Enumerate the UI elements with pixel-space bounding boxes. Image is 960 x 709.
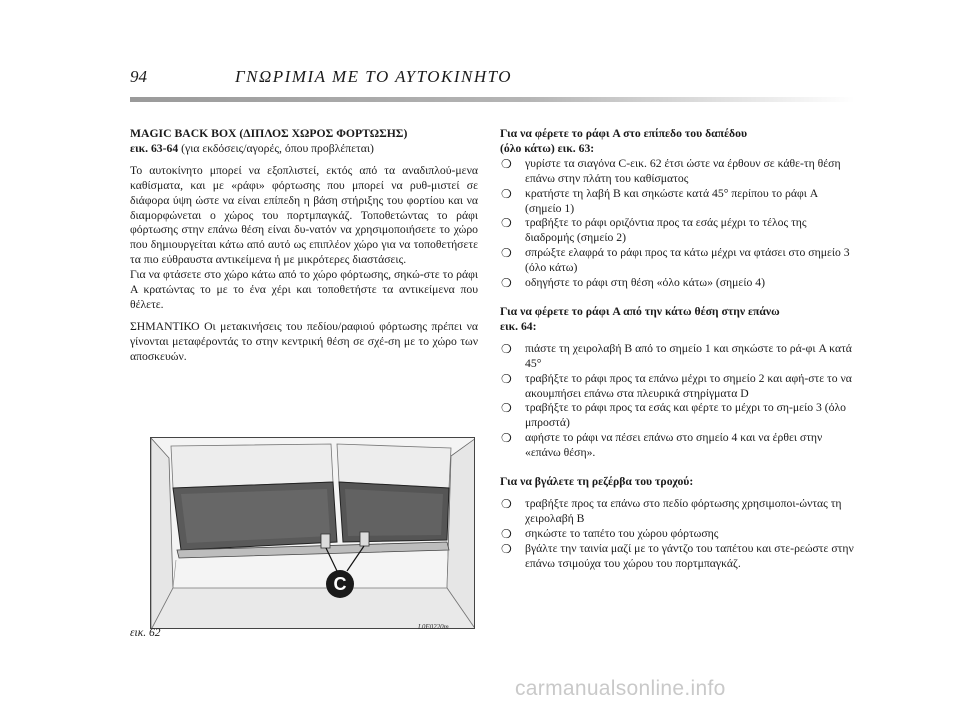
list-item-text: πιάστε τη χειρολαβή B από το σημείο 1 και σηκώστε το ρά-φι A κατά 45°: [525, 341, 852, 370]
list-item: [500, 497, 855, 527]
bullet-circle-icon: ❍: [501, 401, 512, 416]
bullet-circle-icon: ❍: [501, 156, 512, 171]
section2-title-line2: εικ. 64:: [500, 319, 537, 333]
list-item-text: γυρίστε τα σιαγόνα C-εικ. 62 έτσι ώστε να έρθουν σε κάθε-τη θέση επάνω στην πλάτη του καθίσματος: [525, 156, 841, 185]
bullet-circle-icon: ❍: [501, 526, 512, 541]
section3-list: [500, 497, 855, 572]
bullet-circle-icon: ❍: [501, 431, 512, 446]
section-subtitle: [130, 142, 478, 157]
watermark: carmanualsonline.info: [515, 677, 726, 700]
subtitle-note: (για εκδόσεις/αγορές, όπου προβλέπεται): [178, 141, 374, 155]
list-item: [500, 431, 855, 461]
list-item-text: τραβήξτε το ράφι προς τα εσάς και φέρτε το μέχρι το ση-μείο 3 (όλο μπροστά): [525, 401, 847, 430]
bullet-circle-icon: ❍: [501, 276, 512, 291]
list-item: [500, 527, 855, 542]
right-column: [500, 127, 855, 571]
figure-code: L0E0220m: [418, 623, 449, 631]
list-item-text: τραβήξτε το ράφι προς τα επάνω μέχρι το σημείο 2 και αφή-στε το να ακουμπήσει επάνω στα πλευρικά στηρίγματα D: [525, 371, 852, 400]
trunk-drawing: [151, 438, 475, 629]
left-column: [130, 127, 478, 365]
list-item: [500, 401, 855, 431]
section1-list: [500, 157, 855, 291]
running-header-title: ΓΝΩΡΙΜΙΑ ΜΕ ΤΟ ΑΥΤΟΚΙΝΗΤΟ: [235, 67, 513, 86]
list-item-text: βγάλτε την ταινία μαζί με το γάντζο του ταπέτου και στε-ρεώστε στην επάνω τσιμούχα του χώρου του πορτμπαγκάζ.: [525, 541, 854, 570]
section1-title-line2: (όλο κάτω) εικ. 63:: [500, 141, 595, 155]
header-rule: [130, 97, 855, 102]
list-item: [500, 372, 855, 402]
list-item: [500, 216, 855, 246]
list-item: [500, 276, 855, 291]
bullet-circle-icon: ❍: [501, 246, 512, 261]
list-item-text: τραβήξτε το ράφι οριζόντια προς τα εσάς μέχρι το τέλος της διαδρομής (σημείο 2): [525, 216, 807, 245]
list-item-text: κρατήστε τη λαβή B και σηκώστε κατά 45° περίπου το ράφι A (σημείο 1): [525, 186, 818, 215]
list-item: [500, 157, 855, 187]
page-number: 94: [130, 67, 147, 86]
bullet-circle-icon: ❍: [501, 216, 512, 231]
bullet-circle-icon: ❍: [501, 496, 512, 511]
section2-list: [500, 342, 855, 461]
list-item: [500, 187, 855, 217]
list-item: [500, 542, 855, 572]
bullet-circle-icon: ❍: [501, 371, 512, 386]
figure-reference: εικ. 63-64: [130, 141, 179, 155]
list-item-text: αφήστε το ράφι να πέσει επάνω στο σημείο 4 και να έρθει στην «επάνω θέση».: [525, 431, 823, 460]
list-item-text: σηκώστε το ταπέτο του χώρου φόρτωσης: [525, 526, 719, 540]
bullet-circle-icon: ❍: [501, 341, 512, 356]
important-note: ΣΗΜΑΝΤΙΚΟ Οι μετακινήσεις του πεδίου/ραφιού φόρτωσης πρέπει να γίνονται μεταφέροντάς το στην κεντρική θέση σε σχέ-ση με το χώρο των αποσκευών.: [130, 319, 478, 363]
section1-title-line1: Για να φέρετε το ράφι A στο επίπεδο του δαπέδου: [500, 127, 748, 140]
list-item-text: οδηγήστε το ράφι στη θέση «όλο κάτω» (σημείο 4): [525, 276, 765, 290]
section-title-magic-back-box: MAGIC BACK BOX (ΔΙΠΛΟΣ ΧΩΡΟΣ ΦΟΡΤΩΣΗΣ): [130, 127, 408, 140]
figure-caption: εικ. 62: [130, 627, 161, 639]
section3-title: Για να βγάλετε τη ρεζέρβα του τροχού:: [500, 475, 694, 489]
bullet-circle-icon: ❍: [501, 186, 512, 201]
bullet-circle-icon: ❍: [501, 541, 512, 556]
list-item-text: σπρώξτε ελαφρά το ράφι προς τα κάτω μέχρι να φτάσει στο σημείο 3 (όλο κάτω): [525, 246, 850, 275]
body-paragraph-2: Για να φτάσετε στο χώρο κάτω από το χώρο φόρτωσης, σηκώ-στε το ράφι A κρατώντας το με το ένα χέρι και τοποθετήστε τα αντικείμενα που θέλετε.: [130, 268, 478, 311]
section2-title-line1: Για να φέρετε το ράφι A από την κάτω θέση στην επάνω: [500, 304, 780, 318]
figure-callout-c: C: [333, 574, 347, 594]
figure-trunk-illustration: [150, 437, 475, 629]
list-item: [500, 342, 855, 372]
list-item-text: τραβήξτε προς τα επάνω στο πεδίο φόρτωσης χρησιμοποι-ώντας τη χειρολαβή B: [525, 496, 842, 525]
body-paragraph-1: Το αυτοκίνητο μπορεί να εξοπλιστεί, εκτός από τα αναδιπλού-μενα καθίσματα, και με «ράφι» φόρτωσης που μπορεί να ρυθ-μιστεί σε διάφορα ύψη ώστε να είναι επίπεδη η βάση στήριξης του φορτίου και να διαμορφώνεται ο χώρος του πορτμπαγκάζ. Τοποθετώντας το ράφι φόρτωσης στην επάνω θέση είναι δυ-νατόν να χρησιμοποιήσετε το χώρο που δημιουργείται κάτω από αυτό ως επιπλέον χώρο για να τοποθετήσετε τα πιο εύθραυστα αντικείμενα ή με μικρότερες διαστάσεις.: [130, 163, 478, 267]
list-item: [500, 246, 855, 276]
